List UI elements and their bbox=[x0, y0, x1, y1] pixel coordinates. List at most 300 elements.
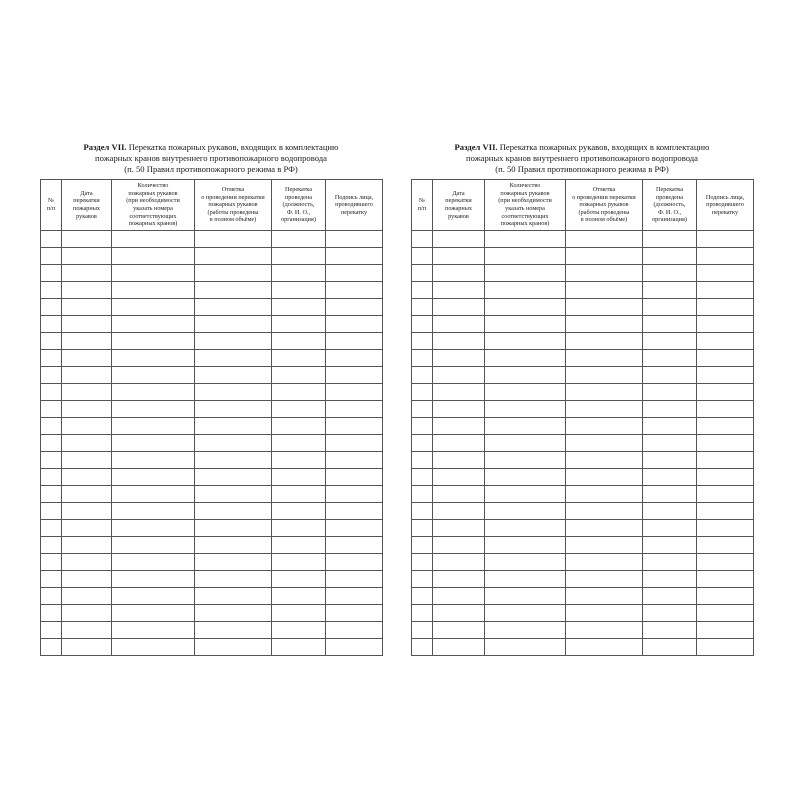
cell-quantity bbox=[112, 503, 195, 520]
cell-number bbox=[412, 435, 433, 452]
table-row bbox=[41, 469, 383, 486]
table-row bbox=[41, 401, 383, 418]
cell-number bbox=[412, 418, 433, 435]
cell-date bbox=[62, 622, 112, 639]
table-row bbox=[41, 486, 383, 503]
cell-performed-by bbox=[643, 367, 697, 384]
cell-number bbox=[412, 316, 433, 333]
cell-date bbox=[433, 452, 485, 469]
cell-date bbox=[62, 367, 112, 384]
cell-date bbox=[62, 503, 112, 520]
cell-number bbox=[412, 571, 433, 588]
cell-performed-by bbox=[643, 622, 697, 639]
cell-quantity bbox=[112, 248, 195, 265]
table-row bbox=[412, 520, 754, 537]
cell-date bbox=[62, 248, 112, 265]
cell-date bbox=[62, 537, 112, 554]
cell-number bbox=[41, 299, 62, 316]
cell-quantity bbox=[112, 231, 195, 248]
cell-signature bbox=[326, 333, 383, 350]
col-header-date: Дата перекатки пожарных рукавов bbox=[62, 180, 112, 231]
cell-date bbox=[62, 435, 112, 452]
cell-quantity bbox=[485, 554, 566, 571]
cell-number bbox=[41, 265, 62, 282]
cell-completion-mark bbox=[566, 452, 643, 469]
cell-date bbox=[433, 299, 485, 316]
cell-completion-mark bbox=[195, 503, 272, 520]
cell-date bbox=[433, 316, 485, 333]
cell-completion-mark bbox=[195, 401, 272, 418]
heading-line-2: пожарных кранов внутреннего противопожарного водопровода bbox=[466, 153, 698, 163]
cell-completion-mark bbox=[195, 350, 272, 367]
cell-performed-by bbox=[272, 265, 326, 282]
cell-performed-by bbox=[272, 367, 326, 384]
cell-completion-mark bbox=[566, 503, 643, 520]
cell-quantity bbox=[112, 452, 195, 469]
col-header-performed-by: Перекатка проведена (должность, Ф. И. О., организация) bbox=[272, 180, 326, 231]
cell-performed-by bbox=[272, 554, 326, 571]
table-row bbox=[41, 639, 383, 656]
cell-completion-mark bbox=[195, 605, 272, 622]
table-row bbox=[412, 418, 754, 435]
table-row bbox=[412, 588, 754, 605]
cell-number bbox=[41, 469, 62, 486]
col-header-completion-mark: Отметка о проведении перекатки пожарных рукавов (работы проведены в полном объёме) bbox=[195, 180, 272, 231]
table-row bbox=[412, 469, 754, 486]
cell-date bbox=[433, 282, 485, 299]
cell-performed-by bbox=[643, 520, 697, 537]
cell-completion-mark bbox=[195, 469, 272, 486]
cell-signature bbox=[326, 282, 383, 299]
cell-quantity bbox=[112, 299, 195, 316]
cell-completion-mark bbox=[195, 537, 272, 554]
cell-performed-by bbox=[272, 418, 326, 435]
heading-line-3: (п. 50 Правил противопожарного режима в РФ) bbox=[495, 164, 669, 174]
cell-completion-mark bbox=[566, 486, 643, 503]
table-row bbox=[41, 418, 383, 435]
cell-signature bbox=[326, 418, 383, 435]
cell-completion-mark bbox=[566, 588, 643, 605]
cell-date bbox=[62, 299, 112, 316]
cell-date bbox=[62, 469, 112, 486]
table-row bbox=[41, 282, 383, 299]
table-row bbox=[41, 571, 383, 588]
table-row bbox=[412, 554, 754, 571]
col-header-quantity: Количество пожарных рукавов (при необходимости указать номера соответствующих пожарных кранов) bbox=[112, 180, 195, 231]
cell-completion-mark bbox=[566, 639, 643, 656]
cell-quantity bbox=[485, 316, 566, 333]
cell-number bbox=[412, 520, 433, 537]
cell-completion-mark bbox=[195, 486, 272, 503]
cell-number bbox=[412, 469, 433, 486]
cell-date bbox=[433, 571, 485, 588]
cell-performed-by bbox=[643, 571, 697, 588]
cell-signature bbox=[326, 316, 383, 333]
cell-completion-mark bbox=[195, 384, 272, 401]
cell-number bbox=[41, 282, 62, 299]
cell-performed-by bbox=[643, 418, 697, 435]
cell-quantity bbox=[485, 486, 566, 503]
cell-quantity bbox=[485, 571, 566, 588]
table-body bbox=[412, 231, 754, 656]
cell-quantity bbox=[112, 571, 195, 588]
cell-date bbox=[62, 554, 112, 571]
cell-number bbox=[412, 486, 433, 503]
cell-signature bbox=[326, 367, 383, 384]
cell-number bbox=[412, 384, 433, 401]
cell-date bbox=[62, 639, 112, 656]
cell-completion-mark bbox=[566, 299, 643, 316]
cell-quantity bbox=[112, 350, 195, 367]
table-row bbox=[41, 333, 383, 350]
cell-quantity bbox=[485, 282, 566, 299]
cell-completion-mark bbox=[195, 282, 272, 299]
left-page bbox=[40, 142, 382, 656]
cell-quantity bbox=[485, 503, 566, 520]
cell-date bbox=[62, 282, 112, 299]
cell-quantity bbox=[485, 401, 566, 418]
cell-quantity bbox=[112, 401, 195, 418]
table-row bbox=[41, 384, 383, 401]
cell-date bbox=[62, 350, 112, 367]
cell-number bbox=[41, 384, 62, 401]
heading-line-1 bbox=[411, 142, 753, 153]
cell-number bbox=[41, 503, 62, 520]
cell-number bbox=[412, 350, 433, 367]
cell-quantity bbox=[112, 367, 195, 384]
cell-signature bbox=[697, 571, 754, 588]
cell-completion-mark bbox=[566, 316, 643, 333]
cell-quantity bbox=[112, 384, 195, 401]
cell-quantity bbox=[112, 418, 195, 435]
table-row bbox=[41, 520, 383, 537]
table-header-row bbox=[412, 180, 754, 231]
cell-number bbox=[41, 452, 62, 469]
cell-number bbox=[41, 571, 62, 588]
right-page bbox=[411, 142, 753, 656]
cell-number bbox=[41, 486, 62, 503]
cell-performed-by bbox=[272, 316, 326, 333]
cell-quantity bbox=[485, 350, 566, 367]
cell-signature bbox=[326, 452, 383, 469]
table-body bbox=[41, 231, 383, 656]
cell-performed-by bbox=[272, 231, 326, 248]
table-row bbox=[41, 622, 383, 639]
cell-signature bbox=[326, 299, 383, 316]
cell-performed-by bbox=[643, 248, 697, 265]
cell-completion-mark bbox=[566, 605, 643, 622]
table-row bbox=[412, 622, 754, 639]
cell-quantity bbox=[112, 554, 195, 571]
cell-signature bbox=[697, 486, 754, 503]
table-row bbox=[41, 350, 383, 367]
cell-performed-by bbox=[272, 299, 326, 316]
cell-completion-mark bbox=[195, 316, 272, 333]
cell-performed-by bbox=[272, 248, 326, 265]
col-header-number: № п/п bbox=[41, 180, 62, 231]
cell-performed-by bbox=[643, 588, 697, 605]
cell-date bbox=[62, 486, 112, 503]
cell-performed-by bbox=[643, 435, 697, 452]
cell-quantity bbox=[485, 299, 566, 316]
cell-quantity bbox=[112, 265, 195, 282]
cell-performed-by bbox=[643, 282, 697, 299]
cell-signature bbox=[697, 384, 754, 401]
cell-signature bbox=[697, 537, 754, 554]
cell-performed-by bbox=[272, 605, 326, 622]
cell-date bbox=[433, 486, 485, 503]
cell-date bbox=[433, 265, 485, 282]
cell-date bbox=[433, 418, 485, 435]
table-row bbox=[412, 486, 754, 503]
cell-completion-mark bbox=[195, 265, 272, 282]
cell-signature bbox=[697, 231, 754, 248]
section-heading bbox=[411, 142, 753, 175]
table-row bbox=[41, 299, 383, 316]
cell-quantity bbox=[112, 622, 195, 639]
cell-date bbox=[433, 401, 485, 418]
cell-signature bbox=[697, 605, 754, 622]
heading-line-1 bbox=[40, 142, 382, 153]
table-row bbox=[412, 537, 754, 554]
table-row bbox=[41, 452, 383, 469]
cell-completion-mark bbox=[195, 588, 272, 605]
cell-signature bbox=[326, 401, 383, 418]
table-row bbox=[412, 639, 754, 656]
cell-number bbox=[412, 231, 433, 248]
cell-signature bbox=[326, 588, 383, 605]
hose-rolling-log-table bbox=[411, 179, 754, 656]
cell-completion-mark bbox=[195, 418, 272, 435]
cell-signature bbox=[697, 418, 754, 435]
cell-number bbox=[41, 605, 62, 622]
table-row bbox=[41, 316, 383, 333]
cell-quantity bbox=[485, 265, 566, 282]
cell-number bbox=[41, 520, 62, 537]
cell-performed-by bbox=[272, 452, 326, 469]
table-row bbox=[412, 231, 754, 248]
cell-signature bbox=[697, 248, 754, 265]
heading-line-2: пожарных кранов внутреннего противопожарного водопровода bbox=[95, 153, 327, 163]
cell-performed-by bbox=[643, 316, 697, 333]
cell-quantity bbox=[112, 588, 195, 605]
cell-signature bbox=[697, 452, 754, 469]
cell-signature bbox=[697, 401, 754, 418]
cell-quantity bbox=[112, 486, 195, 503]
cell-date bbox=[433, 605, 485, 622]
cell-number bbox=[412, 639, 433, 656]
cell-date bbox=[433, 333, 485, 350]
cell-performed-by bbox=[643, 486, 697, 503]
col-header-signature: Подпись лица, проводившего перекатку bbox=[326, 180, 383, 231]
cell-performed-by bbox=[643, 350, 697, 367]
table-row bbox=[412, 452, 754, 469]
cell-performed-by bbox=[272, 588, 326, 605]
cell-quantity bbox=[112, 639, 195, 656]
cell-performed-by bbox=[643, 537, 697, 554]
cell-number bbox=[41, 367, 62, 384]
cell-quantity bbox=[485, 469, 566, 486]
cell-signature bbox=[326, 571, 383, 588]
table-row bbox=[412, 367, 754, 384]
cell-signature bbox=[697, 503, 754, 520]
cell-date bbox=[62, 588, 112, 605]
cell-date bbox=[433, 435, 485, 452]
cell-signature bbox=[697, 554, 754, 571]
cell-performed-by bbox=[643, 605, 697, 622]
cell-number bbox=[412, 299, 433, 316]
col-header-performed-by: Перекатка проведена (должность, Ф. И. О., организация) bbox=[643, 180, 697, 231]
cell-number bbox=[412, 333, 433, 350]
cell-signature bbox=[697, 367, 754, 384]
cell-completion-mark bbox=[195, 452, 272, 469]
cell-performed-by bbox=[272, 503, 326, 520]
cell-completion-mark bbox=[195, 622, 272, 639]
cell-quantity bbox=[112, 520, 195, 537]
cell-quantity bbox=[112, 469, 195, 486]
table-row bbox=[412, 299, 754, 316]
cell-date bbox=[62, 452, 112, 469]
cell-signature bbox=[697, 316, 754, 333]
cell-performed-by bbox=[643, 384, 697, 401]
cell-completion-mark bbox=[195, 435, 272, 452]
cell-number bbox=[412, 367, 433, 384]
cell-quantity bbox=[112, 316, 195, 333]
cell-signature bbox=[326, 265, 383, 282]
cell-signature bbox=[326, 469, 383, 486]
cell-performed-by bbox=[272, 571, 326, 588]
table-row bbox=[41, 367, 383, 384]
cell-signature bbox=[326, 486, 383, 503]
cell-number bbox=[412, 622, 433, 639]
table-row bbox=[412, 571, 754, 588]
cell-completion-mark bbox=[566, 401, 643, 418]
cell-date bbox=[433, 503, 485, 520]
cell-number bbox=[41, 588, 62, 605]
cell-completion-mark bbox=[566, 231, 643, 248]
cell-performed-by bbox=[272, 350, 326, 367]
cell-completion-mark bbox=[566, 282, 643, 299]
cell-date bbox=[62, 231, 112, 248]
col-header-signature: Подпись лица, проводившего перекатку bbox=[697, 180, 754, 231]
table-row bbox=[41, 265, 383, 282]
cell-date bbox=[62, 605, 112, 622]
table-row bbox=[412, 248, 754, 265]
cell-date bbox=[62, 384, 112, 401]
cell-signature bbox=[697, 520, 754, 537]
cell-completion-mark bbox=[195, 639, 272, 656]
cell-quantity bbox=[485, 435, 566, 452]
cell-signature bbox=[326, 605, 383, 622]
cell-number bbox=[41, 401, 62, 418]
table-header-row bbox=[41, 180, 383, 231]
cell-signature bbox=[326, 435, 383, 452]
table-row bbox=[412, 384, 754, 401]
cell-quantity bbox=[112, 537, 195, 554]
cell-signature bbox=[326, 503, 383, 520]
cell-completion-mark bbox=[566, 248, 643, 265]
cell-signature bbox=[326, 350, 383, 367]
cell-number bbox=[41, 435, 62, 452]
table-row bbox=[412, 265, 754, 282]
cell-number bbox=[412, 401, 433, 418]
cell-signature bbox=[697, 265, 754, 282]
hose-rolling-log-table bbox=[40, 179, 383, 656]
cell-completion-mark bbox=[195, 367, 272, 384]
cell-number bbox=[41, 418, 62, 435]
table-row bbox=[41, 503, 383, 520]
cell-performed-by bbox=[272, 639, 326, 656]
cell-performed-by bbox=[272, 622, 326, 639]
cell-number bbox=[412, 537, 433, 554]
cell-completion-mark bbox=[566, 469, 643, 486]
cell-signature bbox=[697, 639, 754, 656]
cell-signature bbox=[326, 537, 383, 554]
cell-quantity bbox=[485, 452, 566, 469]
cell-performed-by bbox=[272, 401, 326, 418]
cell-date bbox=[433, 248, 485, 265]
cell-performed-by bbox=[643, 333, 697, 350]
cell-quantity bbox=[112, 333, 195, 350]
cell-quantity bbox=[112, 605, 195, 622]
col-header-date: Дата перекатки пожарных рукавов bbox=[433, 180, 485, 231]
section-label: Раздел VII. bbox=[83, 142, 127, 152]
table-row bbox=[41, 554, 383, 571]
cell-completion-mark bbox=[566, 418, 643, 435]
cell-number bbox=[41, 537, 62, 554]
cell-number bbox=[41, 639, 62, 656]
table-row bbox=[41, 605, 383, 622]
section-title: Перекатка пожарных рукавов, входящих в комплектацию bbox=[497, 142, 710, 152]
cell-performed-by bbox=[272, 537, 326, 554]
cell-number bbox=[412, 605, 433, 622]
cell-quantity bbox=[485, 605, 566, 622]
col-header-number: № п/п bbox=[412, 180, 433, 231]
cell-number bbox=[41, 554, 62, 571]
cell-signature bbox=[697, 282, 754, 299]
cell-quantity bbox=[485, 537, 566, 554]
cell-signature bbox=[326, 520, 383, 537]
cell-date bbox=[433, 622, 485, 639]
cell-date bbox=[62, 571, 112, 588]
cell-number bbox=[41, 248, 62, 265]
cell-completion-mark bbox=[566, 333, 643, 350]
cell-performed-by bbox=[272, 333, 326, 350]
cell-completion-mark bbox=[566, 571, 643, 588]
cell-performed-by bbox=[643, 452, 697, 469]
cell-completion-mark bbox=[195, 520, 272, 537]
heading-line-3: (п. 50 Правил противопожарного режима в РФ) bbox=[124, 164, 298, 174]
section-title: Перекатка пожарных рукавов, входящих в комплектацию bbox=[126, 142, 339, 152]
cell-date bbox=[433, 384, 485, 401]
table-row bbox=[412, 435, 754, 452]
table-row bbox=[412, 333, 754, 350]
cell-date bbox=[433, 554, 485, 571]
cell-quantity bbox=[485, 367, 566, 384]
cell-date bbox=[433, 537, 485, 554]
table-row bbox=[412, 316, 754, 333]
cell-quantity bbox=[112, 435, 195, 452]
cell-completion-mark bbox=[566, 350, 643, 367]
cell-date bbox=[62, 316, 112, 333]
cell-signature bbox=[697, 588, 754, 605]
cell-number bbox=[412, 554, 433, 571]
cell-performed-by bbox=[643, 231, 697, 248]
cell-signature bbox=[326, 554, 383, 571]
cell-signature bbox=[697, 622, 754, 639]
cell-number bbox=[412, 265, 433, 282]
cell-date bbox=[433, 588, 485, 605]
